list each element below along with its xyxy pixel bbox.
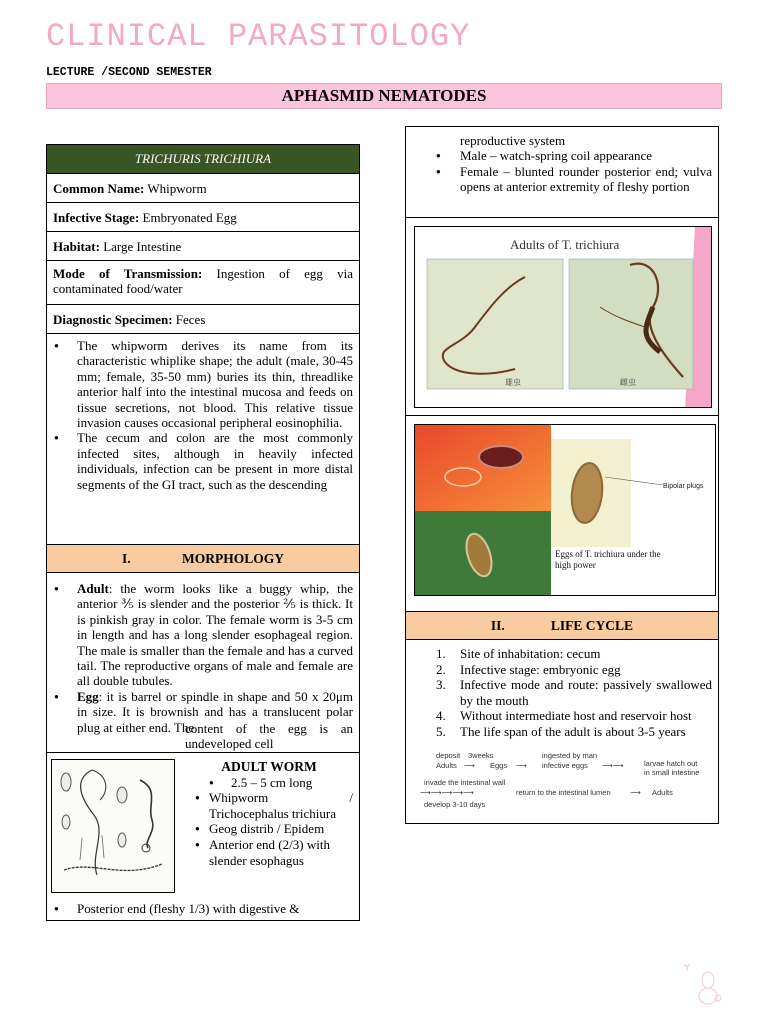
mode-row xyxy=(47,260,359,304)
egg-text: : it is barrel or spindle in shape and 50 x 20μm in size. It is brownish and has a translucent polar plug at either end. The xyxy=(77,688,353,735)
flow-adults: Adults xyxy=(436,761,457,770)
eggs-figure-svg xyxy=(415,425,716,596)
eggs-figure-cell xyxy=(406,415,718,611)
adults-figure-cell xyxy=(406,217,718,415)
habitat-label: Habitat: xyxy=(53,239,100,254)
morphology-number: I. xyxy=(122,551,131,566)
intro-cell xyxy=(47,333,359,544)
flow-weeks: 3weeks xyxy=(468,751,494,760)
life-cycle-label: LIFE CYCLE xyxy=(550,618,634,633)
list-item: 5. The life span of the adult is about 3-5 years xyxy=(436,723,686,739)
female-caption: 雌虫 xyxy=(620,378,636,387)
common-name-row xyxy=(47,173,359,202)
list-item: 3. Infective mode and route: passively swallowed by the mouth xyxy=(436,677,712,708)
list-item: ● 2.5 – 5 cm long xyxy=(185,775,353,791)
mode-value: Ingestion of egg via contaminated food/water xyxy=(53,266,353,296)
bipolar-plugs-label: Bipolar plugs xyxy=(663,483,704,490)
worm-drawing-svg xyxy=(52,760,174,892)
flow-infective-eggs: infective eggs xyxy=(542,761,588,770)
decorative-bunny-icon xyxy=(676,958,726,1008)
egg-label: Egg xyxy=(77,688,99,704)
morphology-label: MORPHOLOGY xyxy=(182,551,284,566)
species-heading: TRICHURIS TRICHIURA xyxy=(47,145,359,173)
list-item: ● The whipworm derives its name from its characteristic whiplike shape; the adult (male, 30-45 mm; female, 35-50 mm) buries its thin, threadlike anterior half into the intestinal mucosa and feeds on tissue secretions, not blood. This relative tissue invasion causes occasional peripheral eosinophilia. xyxy=(77,338,353,430)
flow-arrow: ⟶⟶ xyxy=(602,761,624,770)
male-caption: 雄虫 xyxy=(505,378,521,387)
list-item: ● Whipworm / Trichocephalus trichiura xyxy=(185,790,353,821)
adult-label: Adult xyxy=(77,581,109,596)
adults-figure xyxy=(414,226,712,408)
list-item: 4. Without intermediate host and reservoir host xyxy=(436,708,692,723)
flow-arrow: ⟶⟶⟶⟶⟶ xyxy=(420,788,474,797)
topic-banner: APHASMID NEMATODES xyxy=(46,83,722,109)
list-item: ● Female – blunted rounder posterior end; vulva opens at anterior extremity of fleshy portion xyxy=(436,164,712,195)
adults-figure-title: Adults of T. trichiura xyxy=(510,237,620,252)
specimen-value: Feces xyxy=(172,312,206,327)
flow-larvae: larvae hatch out xyxy=(644,759,698,768)
eggs-figure xyxy=(414,424,716,596)
flow-small-intestine: in small intestine xyxy=(644,768,700,777)
adult-worm-area xyxy=(47,721,359,920)
flow-arrow: ⟶ xyxy=(516,761,527,770)
eggs-caption: Eggs of T. trichiura under the high power xyxy=(555,549,661,570)
flow-invade: invade the intestinal wall xyxy=(424,778,506,787)
lecture-label: LECTURE /SECOND SEMESTER xyxy=(46,66,212,79)
list-item: ● The cecum and colon are the most commonly infected sites, although in heavily infected individuals, infection can be present in more distal segments of the GI tract, such as the descending xyxy=(77,430,353,492)
life-cycle-number: II. xyxy=(490,618,505,633)
common-name-value: Whipworm xyxy=(144,181,207,196)
flow-return: return to the intestinal lumen xyxy=(516,788,611,797)
worm-illustration xyxy=(51,759,175,893)
left-column-table xyxy=(46,144,360,921)
adult-worm-title: ADULT WORM xyxy=(221,759,317,774)
sex-differences-cell xyxy=(406,127,718,217)
flow-arrow: ⟶ xyxy=(630,788,641,797)
common-name-label: Common Name: xyxy=(53,181,145,196)
life-cycle-heading xyxy=(406,611,718,639)
flow-adults-final: Adults xyxy=(652,788,673,797)
egg-text-continued: content of the egg is an undeveloped cell xyxy=(185,721,353,752)
right-column-table xyxy=(405,126,719,824)
flow-develop: develop 3-10 days xyxy=(424,800,486,809)
list-item: ● Geog distrib / Epidem xyxy=(185,821,353,837)
mode-label: Mode of Transmission: xyxy=(53,266,203,281)
continuation-text: reproductive system xyxy=(460,133,566,148)
list-item: 2. Infective stage: embryonic egg xyxy=(436,661,621,677)
flow-deposit: deposit xyxy=(436,751,461,760)
adult-description xyxy=(77,581,353,689)
adult-worm-list xyxy=(185,759,353,868)
adult-text: : the worm looks like a buggy whip, the anterior ⅗ is slender and the posterior ⅖ is thick. It is pinkish gray in color. The female worm is 3-5 cm in length and has a long slender esophageal region. The male is smaller than the female and has a curved tail. The reproductive organs of male and female are all double tubules. xyxy=(77,581,353,689)
flow-arrow: ⟶ xyxy=(464,761,475,770)
list-item: ● Anterior end (2/3) with slender esophagus xyxy=(185,837,353,868)
life-cycle-list xyxy=(406,640,718,745)
flow-eggs: Eggs xyxy=(490,761,508,770)
habitat-row xyxy=(47,231,359,260)
list-item: ● Male – watch-spring coil appearance xyxy=(436,148,712,163)
specimen-row xyxy=(47,304,359,333)
document-title: CLINICAL PARASITOLOGY xyxy=(46,18,471,55)
life-cycle-cell xyxy=(406,639,718,823)
list-item: 1. Site of inhabitation: cecum xyxy=(436,646,601,661)
specimen-label: Diagnostic Specimen: xyxy=(53,312,173,327)
habitat-value: Large Intestine xyxy=(99,239,182,254)
infective-stage-row xyxy=(47,202,359,231)
infective-stage-value: Embryonated Egg xyxy=(139,210,237,225)
infective-stage-label: Infective Stage: xyxy=(53,210,140,225)
flow-ingested: ingested by man xyxy=(542,751,598,760)
morphology-heading xyxy=(47,544,359,572)
life-cycle-flow xyxy=(406,745,718,823)
adults-figure-svg xyxy=(415,227,712,408)
posterior-bullet: ● Posterior end (fleshy 1/3) with digestive & xyxy=(77,901,357,916)
